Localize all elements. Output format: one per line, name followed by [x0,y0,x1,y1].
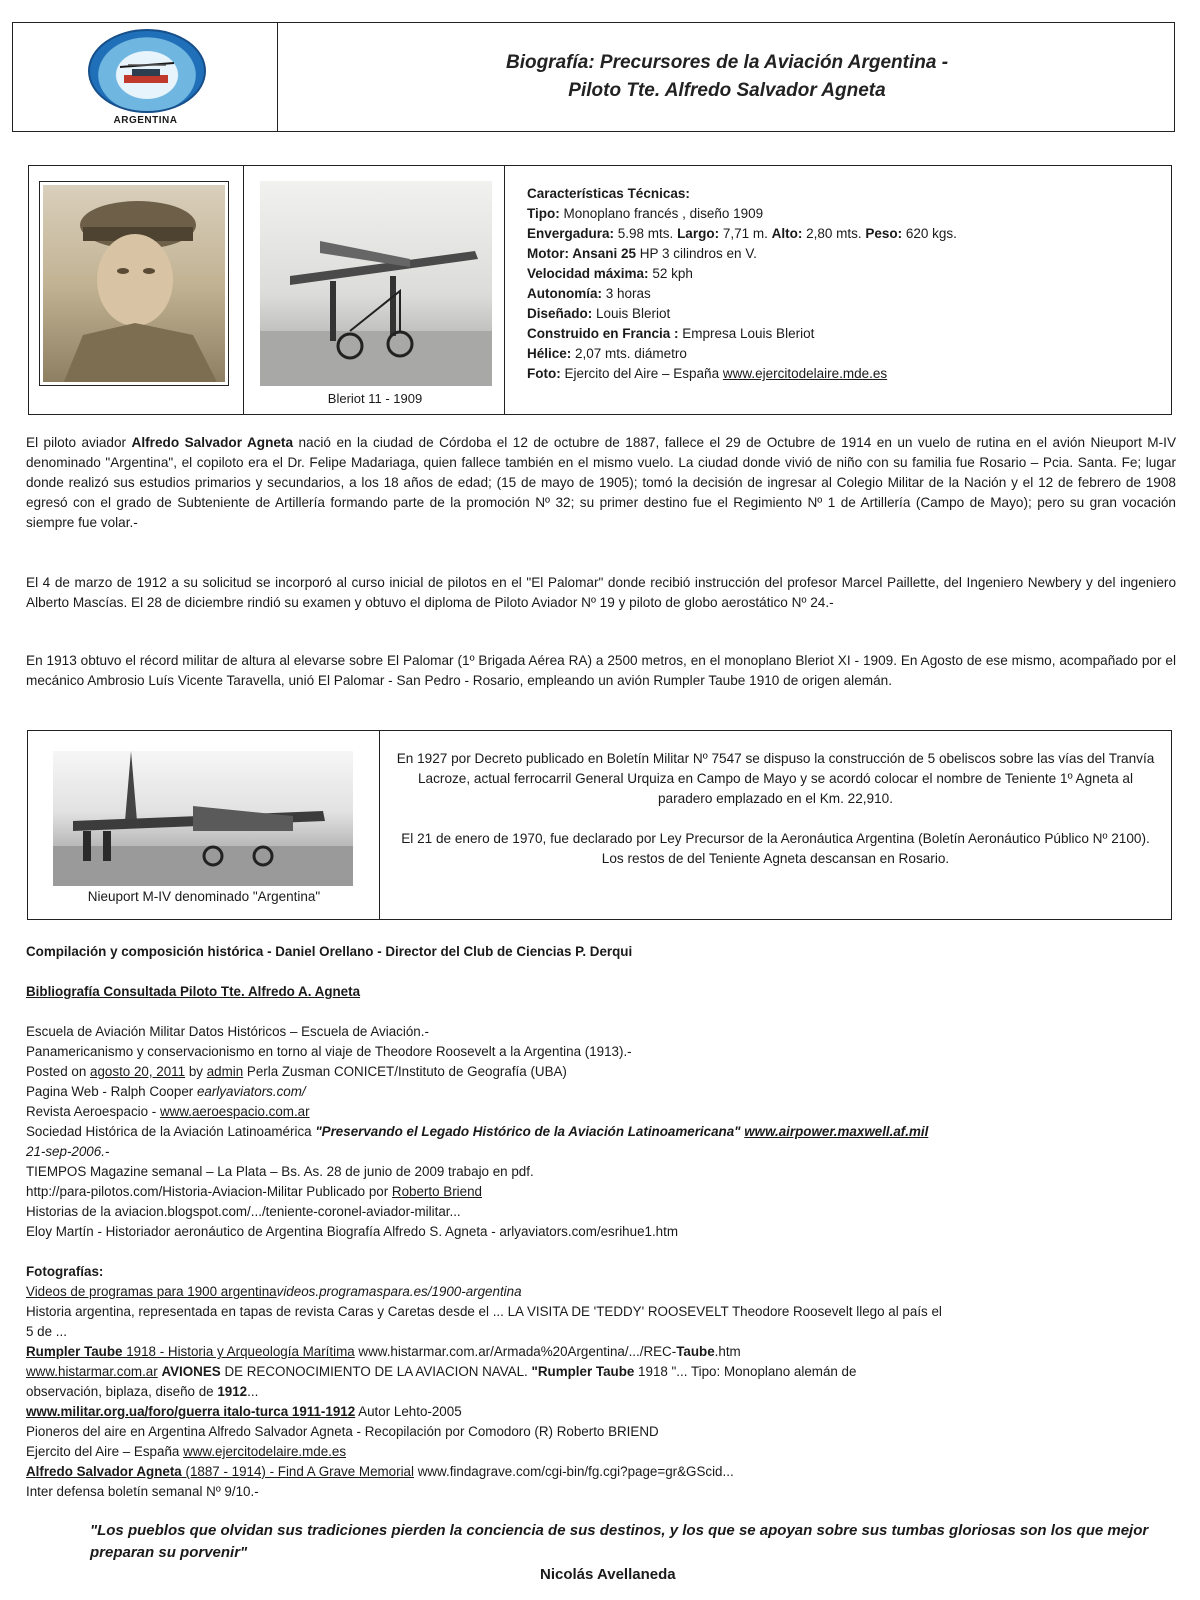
bio-paragraph-2: El 4 de marzo de 1912 a su solicitud se incorporó al curso inicial de pilotos en el "El Palomar" donde recibió instrucción del profesor Marcel Paillette, del Ingeniero Newbery y del ingeniero Alberto Mascías. El 28 de diciembre rindió su examen y obtuvo el diploma de Piloto Aviador Nº 19 y piloto de globo aerostático Nº 24.- [26,575,1176,610]
logo-caption: ARGENTINA [113,115,178,126]
document-header [12,22,1175,132]
bleriot-caption: Bleriot 11 - 1909 [327,391,423,406]
photo-source: www.militar.org.ua/foro/guerra italo-turca 1911-1912 Autor Lehto-2005 [26,1404,462,1419]
photo-source: Ejercito del Aire – España www.ejercitodelaire.mde.es [26,1444,347,1459]
spec-row: Velocidad máxima: 52 kph [527,266,693,281]
portrait-frame [39,181,229,386]
spec-row: Envergadura: 5.98 mts. Largo: 7,71 m. Alto: 2,80 mts. Peso: 620 kgs. [527,226,957,241]
rumpler-link[interactable]: Rumpler Taube [26,1344,123,1359]
bleriot-photo-cell [243,166,505,414]
page-title [280,23,1174,131]
photo-source: www.histarmar.com.ar AVIONES DE RECONOCIMIENTO DE LA AVIACION NAVAL. "Rumpler Taube 1918 "... Tipo: Monoplano alemán de [26,1364,857,1379]
compilation-credit: Compilación y composición histórica - Daniel Orellano - Director del Club de Ciencias P. Derqui [26,944,633,959]
title-line-2: Piloto Tte. Alfredo Salvador Agneta [568,80,886,101]
photo-source: Pioneros del aire en Argentina Alfredo Salvador Agneta - Recopilación por Comodoro (R) Roberto BRIEND [26,1424,659,1439]
quote-author: Nicolás Avellaneda [540,1566,676,1583]
nieuport-photo [53,751,353,886]
spec-row: Motor: Ansani 25 HP 3 cilindros en V. [527,246,757,261]
photo-source: Historia argentina, representada en tapas de revista Caras y Caretas desde el ... LA VISITA DE 'TEDDY' ROOSEVELT Theodore Roosevelt llego al país el [26,1304,942,1319]
nieuport-photo-cell [28,731,380,919]
nieuport-caption: Nieuport M-IV denominado "Argentina" [87,889,321,904]
bibliography-item: Escuela de Aviación Militar Datos Históricos – Escuela de Aviación.- [26,1024,429,1039]
bibliography-item: Panamericanismo y conservacionismo en torno al viaje de Theodore Roosevelt a la Argentina (1913).- [26,1044,632,1059]
bibliography-item: Historias de la aviacion.blogspot.com/.../teniente-coronel-aviador-militar... [26,1204,461,1219]
videos-link[interactable]: Videos de programas para 1900 argentina [26,1284,277,1299]
photo-source: Inter defensa boletín semanal Nº 9/10.- [26,1484,259,1499]
bibliography-item: Pagina Web - Ralph Cooper earlyaviators.com/ [26,1084,306,1099]
bio-paragraph-1: El piloto aviador Alfredo Salvador Agneta nació en la ciudad de Córdoba el 12 de octubre de 1887, fallece el 29 de Octubre de 1914 en un vuelo de rutina en el avión Nieuport M-IV denominado "Argentina", el copiloto era el Dr. Felipe Madariaga, quien fallece también en el mismo vuelo. La ciudad donde vivió de niño con su familia fue Rosario – Pcia. Santa. Fe; lugar donde realizó sus estudios primarios y secundarios, a los 18 años de edad; (15 de mayo de 1905); tomó la decisión de ingresar al Colegio Militar de la Nación y el 12 de febrero de 1908 egresó con el grado de Subteniente de Artillería formando parte de la promoción Nº 32; su primer destino fue el Regimiento Nº 1 de Artillería (Campo de Mayo); pero su gran vocación siempre fue volar.- [26,435,1177,530]
bibliography-item: Revista Aeroespacio - www.aeroespacio.com.ar [26,1104,310,1119]
logo-cell [13,23,278,131]
bibliography-item: Posted on agosto 20, 2011 by admin Perla Zusman CONICET/Instituto de Geografía (UBA) [26,1064,567,1079]
photo-source: Videos de programas para 1900 argentinavideos.programaspara.es/1900-argentina [26,1284,522,1299]
club-logo [88,29,206,113]
bibliography-item: Sociedad Histórica de la Aviación Latinoamérica "Preservando el Legado Histórico de la Aviación Latinoamericana" www.airpower.maxwell.af.mil [26,1124,929,1139]
airplane-icon [118,61,176,85]
bibliography-item: Eloy Martín - Historiador aeronáutico de Argentina Biografía Alfredo S. Agneta - arlyaviators.com/esrihue1.htm [26,1224,679,1239]
photo-source: observación, biplaza, diseño de 1912... [26,1384,259,1399]
spec-row: Diseñado: Louis Bleriot [527,306,671,321]
briend-link[interactable]: Roberto Briend [391,1184,482,1199]
obelisk-box [27,730,1172,920]
date-link[interactable]: agosto 20, 2011 [90,1064,186,1079]
militar-link[interactable]: www.militar.org.ua/foro/guerra italo-turca 1911-1912 [26,1404,356,1419]
closing-quote: "Los pueblos que olvidan sus tradiciones pierden la conciencia de sus destinos, y los que se apoyan sobre sus tumbas gloriosas son los que mejor preparan su porvenir" [90,1522,1149,1561]
bleriot-photo [260,181,492,386]
technical-specs [527,184,1161,384]
spec-row: Autonomía: 3 horas [527,286,651,301]
pilot-portrait-photo [43,185,225,382]
bibliography-item: 21-sep-2006.- [26,1144,110,1159]
specs-heading: Características Técnicas: [527,186,690,201]
bio-paragraph-3: En 1913 obtuvo el récord militar de altura al elevarse sobre El Palomar (1º Brigada Aérea RA) a 2500 metros, en el monoplano Bleriot XI - 1909. En Agosto de ese mismo, acompañado por el mecánico Ambrosio Luís Vicente Taravella, unió El Palomar - San Pedro - Rosario, empleando un avión Rumpler Taube 1910 de origen alemán. [26,653,1176,688]
bibliography-item: http://para-pilotos.com/Historia-Aviacion-Militar Publicado por Roberto Briend [26,1184,482,1199]
obelisk-text [390,749,1161,869]
ejercito-link[interactable]: www.ejercitodelaire.mde.es [722,366,888,381]
bibliography-heading: Bibliografía Consultada Piloto Tte. Alfredo A. Agneta [26,984,361,999]
title-line-1: Biografía: Precursores de la Aviación Argentina - [505,52,949,73]
photo-source: 5 de ... [26,1324,67,1339]
spec-row: Hélice: 2,07 mts. diámetro [527,346,687,361]
findagrave-link[interactable]: Alfredo Salvador Agneta [26,1464,182,1479]
airpower-link[interactable]: www.airpower.maxwell.af.mil [744,1124,929,1139]
obelisk-paragraph-2: El 21 de enero de 1970, fue declarado por Ley Precursor de la Aeronáutica Argentina (Boletín Aeronáutico Público Nº 2100). Los restos de del Teniente Agneta descansan en Rosario. [401,831,1150,866]
photos-heading: Fotografías: [26,1264,104,1279]
ejercito-link-2[interactable]: www.ejercitodelaire.mde.es [183,1444,347,1459]
technical-box [28,165,1172,415]
aeroespacio-link[interactable]: www.aeroespacio.com.ar [159,1104,310,1119]
spec-row: Tipo: Monoplano francés , diseño 1909 [527,206,764,221]
spec-row: Foto: Ejercito del Aire – España www.ejercitodelaire.mde.es [527,366,888,381]
photo-source: Rumpler Taube 1918 - Historia y Arqueología Marítima www.histarmar.com.ar/Armada%20Argentina/.../REC-Taube.htm [26,1344,741,1359]
admin-link[interactable]: admin [206,1064,244,1079]
histarmar-link[interactable]: www.histarmar.com.ar [26,1364,158,1379]
spec-row: Construido en Francia : Empresa Louis Bleriot [527,326,815,341]
bibliography-item: TIEMPOS Magazine semanal – La Plata – Bs. As. 28 de junio de 2009 trabajo en pdf. [26,1164,534,1179]
photo-source: Alfredo Salvador Agneta (1887 - 1914) - Find A Grave Memorial www.findagrave.com/cgi-bin/fg.cgi?page=gr&GScid... [26,1464,734,1479]
obelisk-paragraph-1: En 1927 por Decreto publicado en Boletín Militar Nº 7547 se dispuso la construcción de 5 obeliscos sobre las vías del Tranvía Lacroze, actual ferrocarril General Urquiza en Campo de Mayo y se acordó colocar el nombre de Teniente 1º Agneta al paradero emplazado en el Km. 22,910. [396,751,1155,806]
